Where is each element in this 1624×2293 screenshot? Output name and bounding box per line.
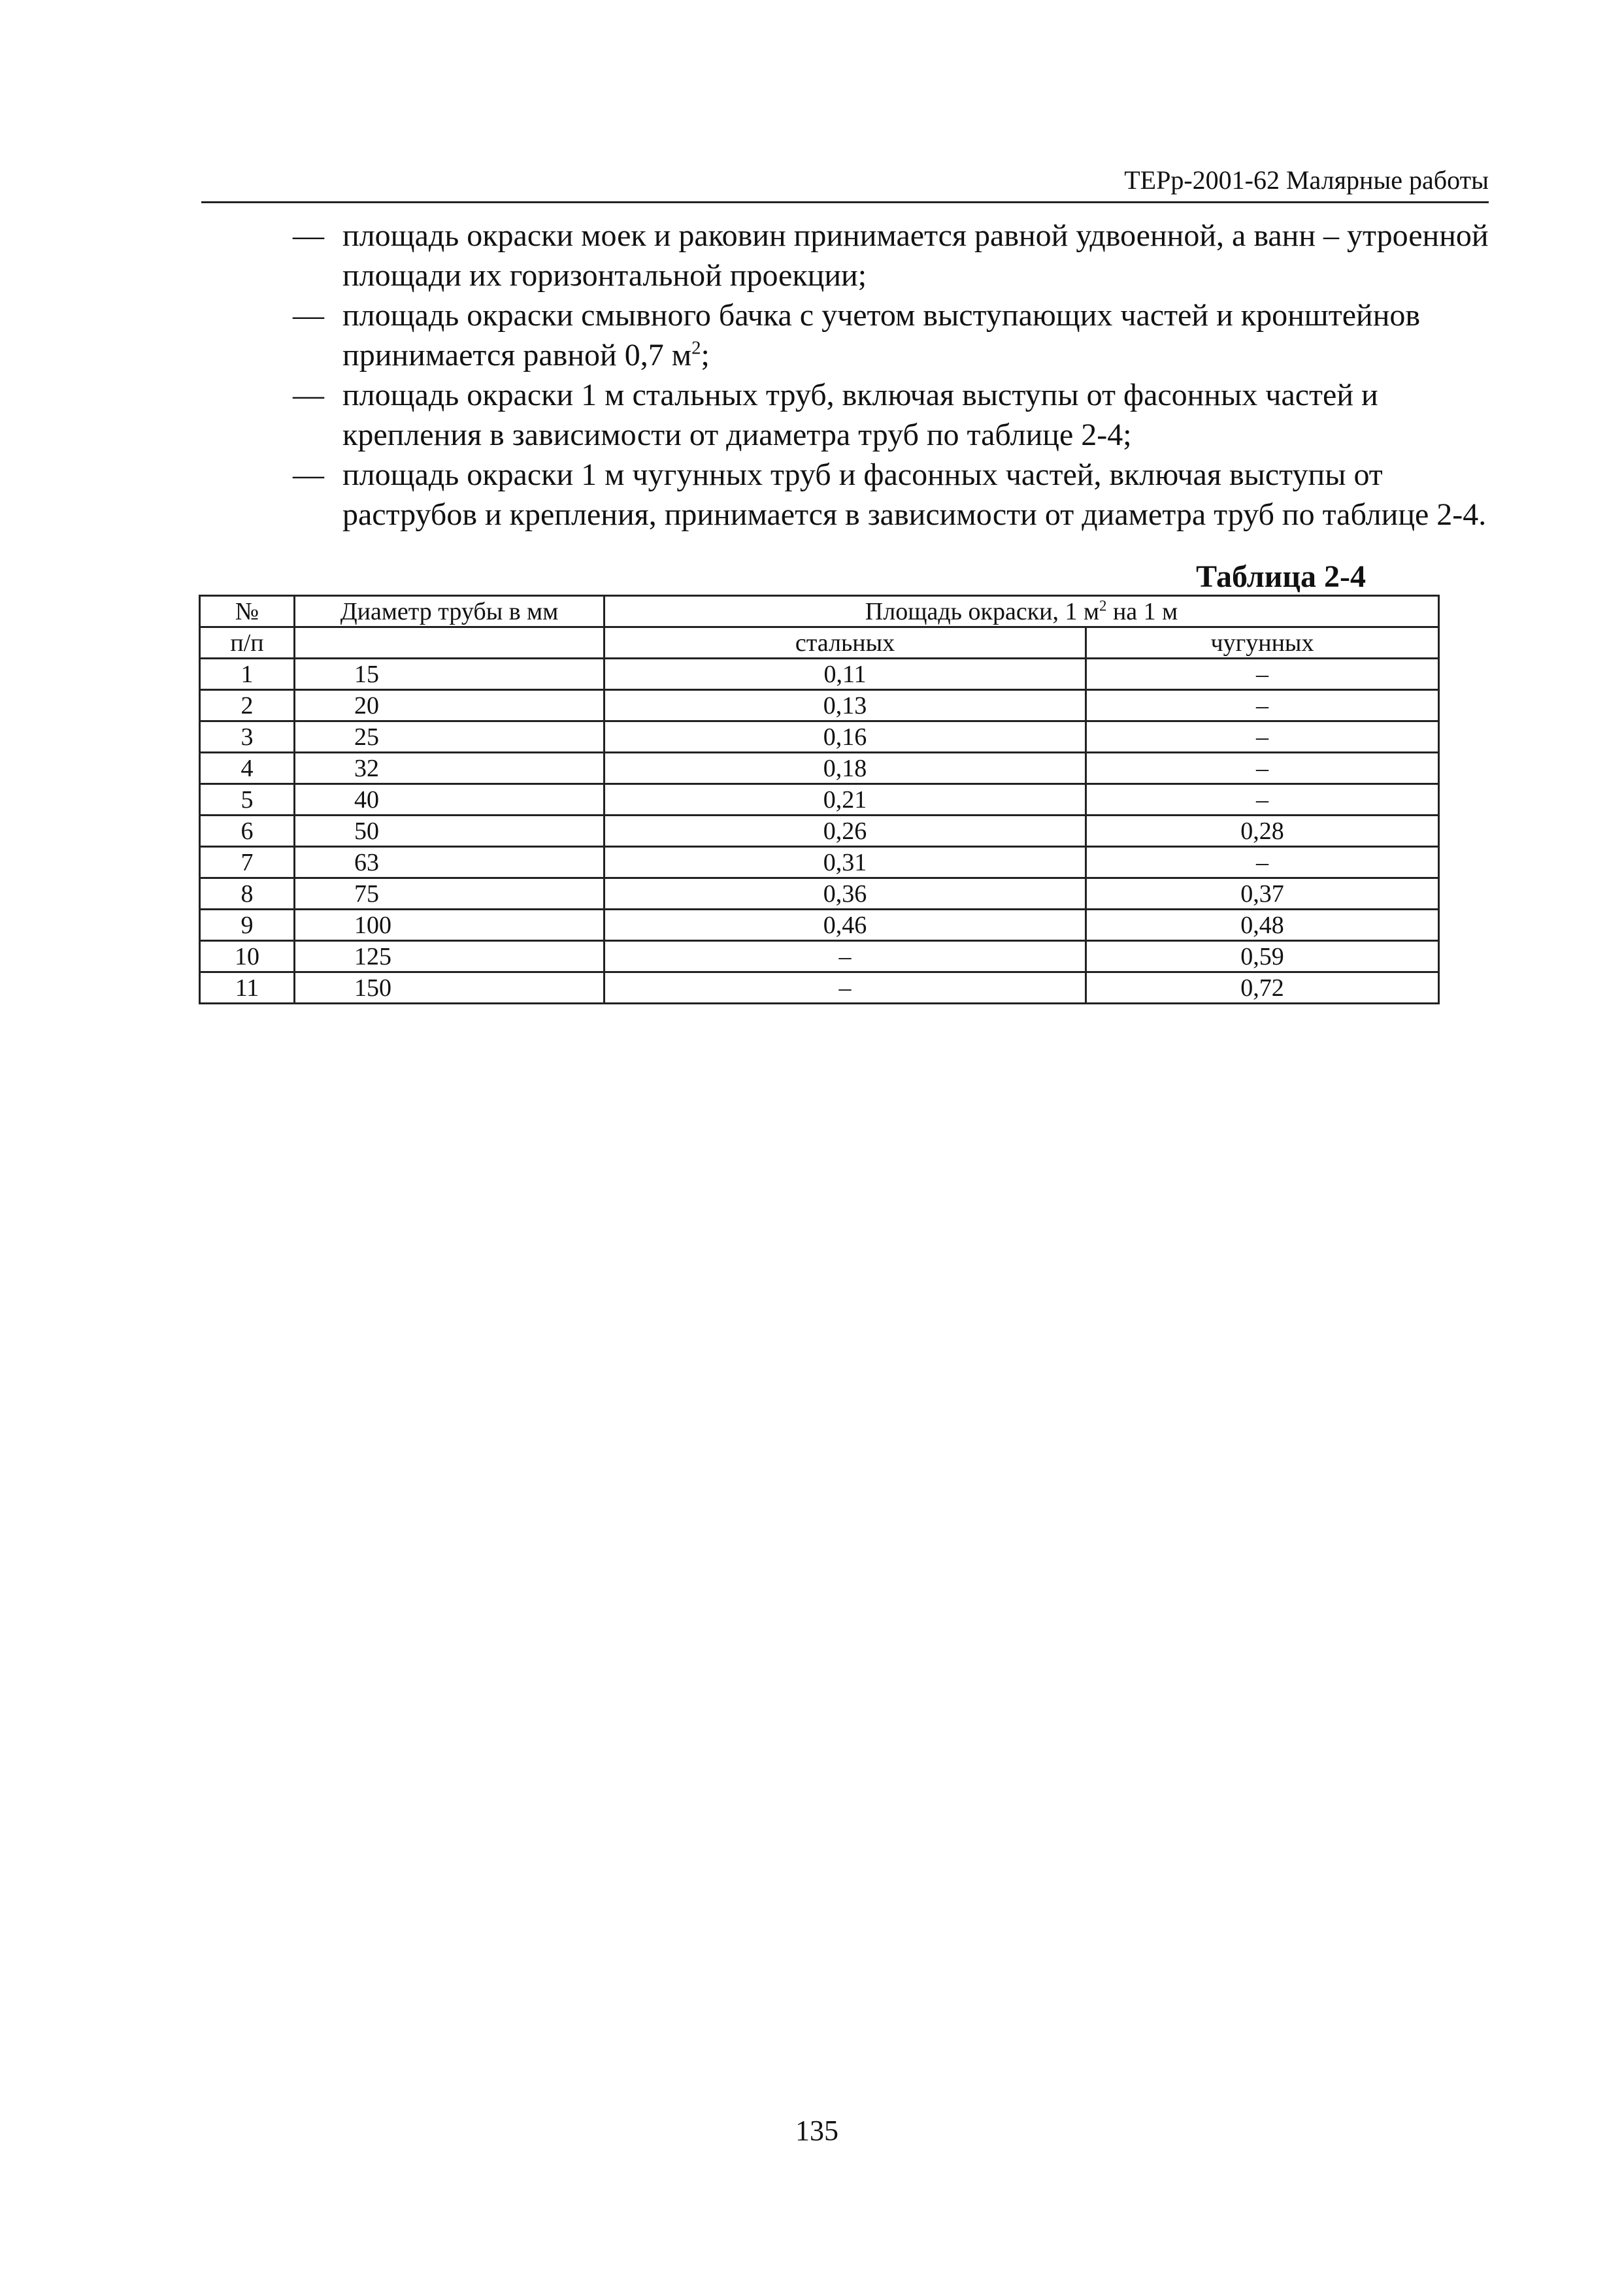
table-row [200,941,1439,972]
cell-steel: – [605,941,1086,972]
superscript: 2 [1099,597,1107,614]
header-diameter: Диаметр трубы в мм [295,596,605,627]
cell-cast: 0,48 [1086,910,1439,941]
cell-diameter: 20 [295,690,605,721]
cell-steel: – [605,972,1086,1004]
cell-cast: – [1086,690,1439,721]
cell-diameter: 40 [295,784,605,816]
bullet-item [293,216,1495,295]
cell-no: 3 [200,721,295,753]
table-row [200,816,1439,847]
header-area-text: Площадь окраски, 1 м [865,598,1100,625]
cell-no: 9 [200,910,295,941]
superscript: 2 [691,337,701,359]
table-row [200,753,1439,784]
cell-diameter: 150 [295,972,605,1004]
cell-no: 7 [200,847,295,878]
cell-no: 6 [200,816,295,847]
cell-steel: 0,26 [605,816,1086,847]
cell-steel: 0,18 [605,753,1086,784]
header-area [605,596,1439,627]
page-number: 135 [795,2115,838,2147]
cell-cast: 0,37 [1086,878,1439,910]
bullet-text: площадь окраски моек и раковин принимается равной удвоенной, а ванн – утроенной площади их горизонтальной проекции; [342,218,1489,293]
table-row [200,910,1439,941]
header-no-sub: п/п [200,627,295,659]
cell-steel: 0,11 [605,659,1086,690]
cell-cast: 0,28 [1086,816,1439,847]
cell-steel: 0,21 [605,784,1086,816]
cell-diameter: 25 [295,721,605,753]
cell-steel: 0,46 [605,910,1086,941]
table-caption: Таблица 2-4 [1196,559,1366,594]
cell-diameter: 15 [295,659,605,690]
cell-cast: 0,59 [1086,941,1439,972]
bullet-dash: — [293,457,324,492]
header-empty-cell [295,627,605,659]
page-header [201,162,1489,203]
cell-diameter: 63 [295,847,605,878]
cell-steel: 0,36 [605,878,1086,910]
header-cast: чугунных [1086,627,1439,659]
cell-diameter: 32 [295,753,605,784]
cell-cast: – [1086,659,1439,690]
pipe-area-table [199,595,1440,1004]
bullet-item [293,295,1495,375]
cell-steel: 0,13 [605,690,1086,721]
header-no: № [200,596,295,627]
cell-cast: – [1086,847,1439,878]
cell-no: 1 [200,659,295,690]
cell-no: 2 [200,690,295,721]
bullet-text: площадь окраски 1 м чугунных труб и фасонных частей, включая выступы от раструбов и крепления, принимается в зависимости от диаметра труб по таблице 2-4. [342,457,1487,532]
cell-cast: – [1086,784,1439,816]
table-row [200,972,1439,1004]
table-row [200,659,1439,690]
bullet-item [293,375,1495,455]
cell-no: 5 [200,784,295,816]
bullet-text: площадь окраски 1 м стальных труб, включая выступы от фасонных частей и крепления в зависимости от диаметра труб по таблице 2-4; [342,378,1378,452]
cell-no: 8 [200,878,295,910]
cell-diameter: 100 [295,910,605,941]
bullet-dash: — [293,298,324,333]
table-header-row [200,596,1439,627]
table-row [200,847,1439,878]
header-steel: стальных [605,627,1086,659]
header-title: ТЕРр-2001-62 Малярные работы [1124,165,1489,195]
cell-cast: – [1086,753,1439,784]
bullet-text: площадь окраски смывного бачка с учетом выступающих частей и кронштейнов принимается равной 0,7 м [342,298,1421,372]
cell-no: 11 [200,972,295,1004]
cell-no: 4 [200,753,295,784]
cell-no: 10 [200,941,295,972]
table-subheader-row [200,627,1439,659]
cell-cast: 0,72 [1086,972,1439,1004]
bullet-dash: — [293,378,324,412]
bullet-dash: — [293,218,324,253]
header-area-tail: на 1 м [1106,598,1178,625]
cell-steel: 0,31 [605,847,1086,878]
bullet-text-tail: ; [701,338,710,372]
cell-diameter: 125 [295,941,605,972]
bullet-list [293,216,1495,535]
bullet-item [293,455,1495,535]
table-row [200,690,1439,721]
table-row [200,784,1439,816]
cell-cast: – [1086,721,1439,753]
table-row [200,721,1439,753]
cell-diameter: 50 [295,816,605,847]
cell-diameter: 75 [295,878,605,910]
table-row [200,878,1439,910]
cell-steel: 0,16 [605,721,1086,753]
